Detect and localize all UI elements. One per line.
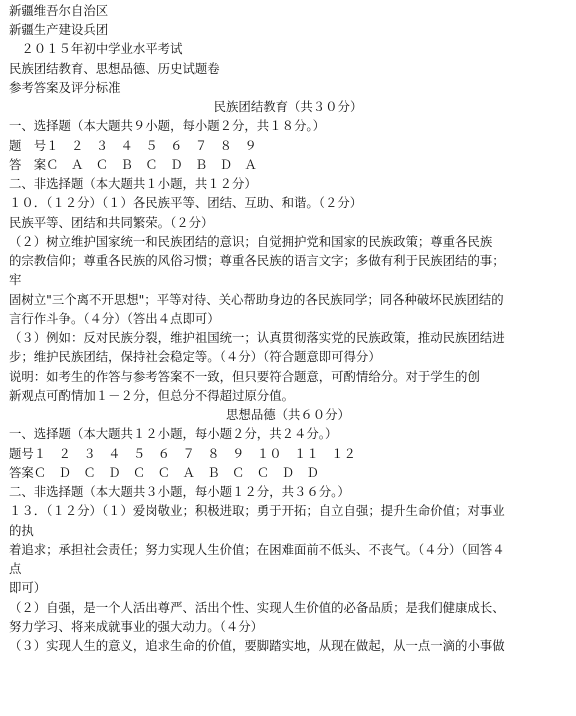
answer-paragraph-line: 步；维护民族团结，保持社会稳定等。（４分）（符合题意即可得分） (9, 349, 381, 364)
answer-paragraph-line: 言行作斗争。（４分）（答出４点即可） (9, 311, 220, 326)
answer-paragraph-line: （３）实现人生的意义，追求生命的价值，要脚踏实地，从现在做起，从一点一滴的小事做 (9, 638, 505, 653)
region-line-2: 新疆生产建设兵团 (9, 22, 109, 37)
answer-row-1: 答 案Ｃ Ａ Ｃ Ｂ Ｃ Ｄ Ｂ Ｄ Ａ (9, 157, 257, 172)
answer-paragraph-line: 牢 (9, 272, 22, 287)
answer-paragraph-line: １０．（１２分）（１）各民族平等、团结、互助、和谐。（２分） (9, 195, 363, 210)
answer-paragraph-line: 的宗教信仰；尊重各民族的风俗习惯；尊重各民族的语言文字；多做有利于民族团结的事； (9, 253, 505, 268)
answer-row-2: 答案Ｃ Ｄ Ｃ Ｄ Ｃ Ｃ Ａ Ｂ Ｃ Ｃ Ｄ Ｄ (9, 465, 319, 480)
question-number-row-1: 题 号１ ２ ３ ４ ５ ６ ７ ８ ９ (9, 138, 257, 153)
answer-paragraph-line: （２）自强，是一个人活出尊严、活出个性、实现人生价值的必备品质；是我们健康成长、 (9, 600, 505, 615)
section-heading-morality: 思想品德（共６０分） (226, 407, 350, 422)
answer-paragraph-line: １３．（１２分）（１）爱岗敬业；积极进取；勇于开拓；自立自强；提升生命价值；对事业 (9, 503, 505, 518)
non-mc-heading-2: 二、非选择题（本大题共３小题，每小题１２分，共３６分。） (9, 484, 350, 499)
answer-paragraph-line: （３）例如：反对民族分裂，维护祖国统一；认真贯彻落实党的民族政策，推动民族团结进 (9, 330, 505, 345)
answer-paragraph-line: 努力学习、将来成就事业的强大动力。（４分） (9, 619, 264, 634)
grading-note-line: 新观点可酌情加１－２分，但总分不得超过原分值。 (9, 388, 294, 403)
answer-paragraph-line: 点 (9, 561, 22, 576)
exam-year-line: ２０１５年初中学业水平考试 (9, 41, 183, 56)
section-heading-ethnic-unity: 民族团结教育（共３０分） (213, 99, 363, 114)
document-subtitle: 参考答案及评分标准 (9, 80, 121, 95)
grading-note-line: 说明：如考生的作答与参考答案不一致，但只要符合题意，可酌情给分。对于学生的创 (9, 369, 480, 384)
answer-paragraph-line: 固树立"三个离不开思想"；平等对待、关心帮助身边的各民族同学；同各种破坏民族团结的 (9, 292, 504, 307)
mc-heading-2: 一、选择题（本大题共１２小题，每小题２分，共２４分。） (9, 426, 338, 441)
answer-paragraph-line: （２）树立维护国家统一和民族团结的意识；自觉拥护党和国家的民族政策；尊重各民族 (9, 234, 493, 249)
mc-heading-1: 一、选择题（本大题共９小题，每小题２分，共１８分。） (9, 118, 325, 133)
answer-paragraph-line: 即可） (9, 580, 47, 595)
non-mc-heading-1: 二、非选择题（本大题共１小题，共１２分） (9, 176, 257, 191)
region-line-1: 新疆维吾尔自治区 (9, 3, 109, 18)
answer-paragraph-line: 着追求；承担社会责任；努力实现人生价值；在困难面前不低头、不丧气。（４分）（回答４ (9, 542, 505, 557)
question-number-row-2: 题号１ ２ ３ ４ ５ ６ ７ ８ ９ １０ １１ １２ (9, 446, 356, 461)
answer-paragraph-line: 的执 (9, 523, 34, 538)
answer-paragraph-line: 民族平等、团结和共同繁荣。（２分） (9, 215, 214, 230)
paper-title: 民族团结教育、思想品德、历史试题卷 (9, 61, 220, 76)
